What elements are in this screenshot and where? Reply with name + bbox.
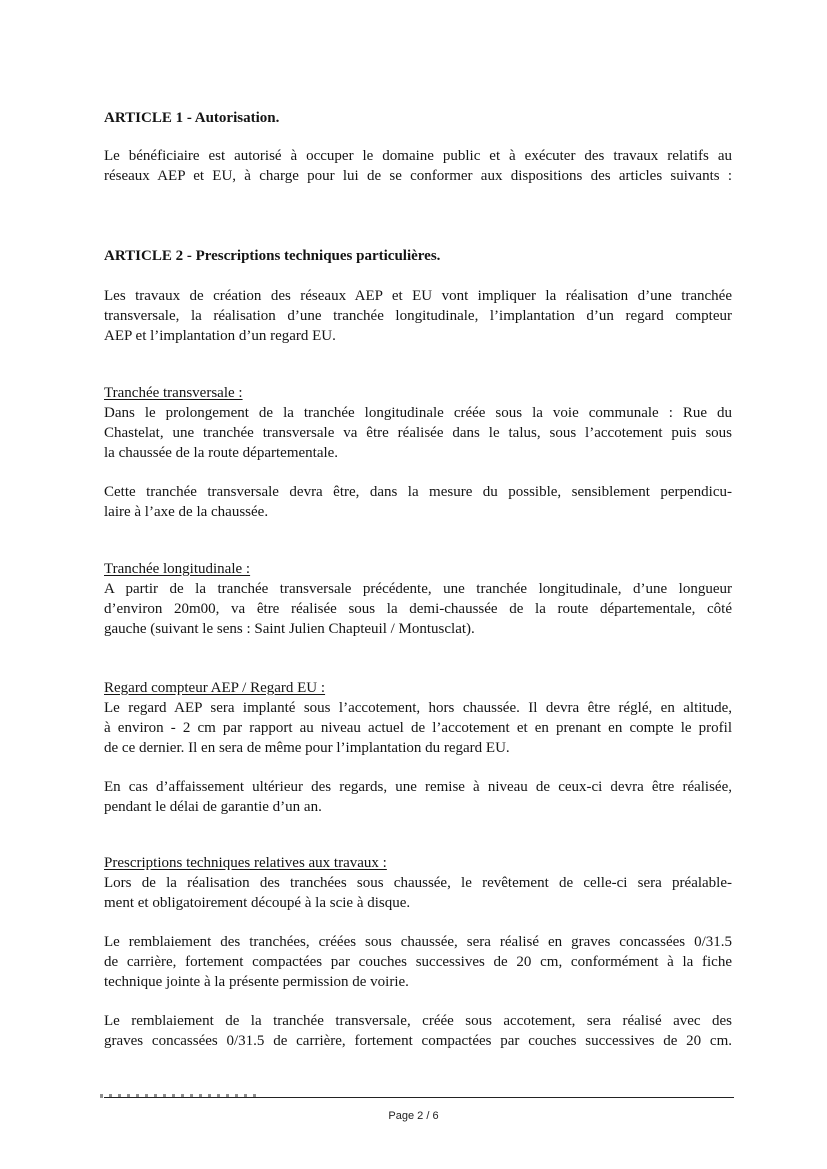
text-line: d’environ 20m00, va être réalisée sous la demi-chaussée de la route départementale, côté bbox=[104, 601, 732, 617]
text-line: Le regard AEP sera implanté sous l’accotement, hors chaussée. Il devra être réglé, en altitude, bbox=[104, 700, 732, 716]
section-title: Tranchée transversale : bbox=[104, 385, 243, 401]
text-line: réseaux AEP et EU, à charge pour lui de se conformer aux dispositions des articles suivants : bbox=[104, 168, 732, 184]
page-number: Page 2 / 6 bbox=[388, 1110, 439, 1122]
text-line: à environ - 2 cm par rapport au niveau actuel de l’accotement et en prenant en compte le profil bbox=[104, 720, 732, 736]
text-line: En cas d’affaissement ultérieur des regards, une remise à niveau de ceux-ci devra être réalisée, bbox=[104, 779, 732, 795]
text-line: la chaussée de la route départementale. bbox=[104, 445, 339, 461]
text-line: Lors de la réalisation des tranchées sous chaussée, le revêtement de celle-ci sera préalable- bbox=[104, 875, 732, 891]
prescriptions-paragraph-2 bbox=[104, 932, 732, 992]
text-line: Le remblaiement des tranchées, créées sous chaussée, sera réalisé en graves concassées 0/31.5 bbox=[104, 934, 732, 950]
section-tranchee-longitudinale bbox=[104, 559, 732, 639]
section-title: Tranchée longitudinale : bbox=[104, 561, 251, 577]
section-tranchee-transversale bbox=[104, 383, 732, 463]
transversale-paragraph-2 bbox=[104, 482, 732, 522]
text-line: gauche (suivant le sens : Saint Julien Chapteuil / Montusclat). bbox=[104, 621, 475, 637]
text-line: transversale, la réalisation d’une tranchée longitudinale, l’implantation d’un regard compteur bbox=[104, 308, 732, 324]
text-line: ment et obligatoirement découpé à la scie à disque. bbox=[104, 895, 411, 911]
text-line: de carrière, fortement compactées par couches successives de 20 cm, conformément à la fiche bbox=[104, 954, 732, 970]
text-line: Chastelat, une tranchée transversale va être réalisée dans le talus, sous l’accotement puis sous bbox=[104, 425, 732, 441]
text-line: Le remblaiement de la tranchée transversale, créée sous accotement, sera réalisé avec des bbox=[104, 1013, 732, 1029]
text-line: graves concassées 0/31.5 de carrière, fortement compactées par couches successives de 20 cm. bbox=[104, 1033, 732, 1049]
text-line: A partir de la tranchée transversale précédente, une tranchée longitudinale, d’une longueur bbox=[104, 581, 732, 597]
text-line: technique jointe à la présente permission de voirie. bbox=[104, 974, 409, 990]
text-line: laire à l’axe de la chaussée. bbox=[104, 504, 269, 520]
article-2-heading: ARTICLE 2 - Prescriptions techniques particulières. bbox=[104, 248, 441, 264]
text-line: de ce dernier. Il en sera de même pour l’implantation du regard EU. bbox=[104, 740, 510, 756]
text-line: pendant le délai de garantie d’un an. bbox=[104, 799, 322, 815]
article-2-intro bbox=[104, 286, 732, 346]
text-line: Le bénéficiaire est autorisé à occuper le domaine public et à exécuter des travaux relatifs au bbox=[104, 148, 732, 164]
article-1-text bbox=[104, 146, 732, 186]
section-title: Prescriptions techniques relatives aux travaux : bbox=[104, 855, 387, 871]
footer-rule bbox=[104, 1097, 734, 1098]
text-line: Cette tranchée transversale devra être, dans la mesure du possible, sensiblement perpendicu- bbox=[104, 484, 732, 500]
article-1-heading: ARTICLE 1 - Autorisation. bbox=[104, 110, 280, 126]
prescriptions-paragraph-3 bbox=[104, 1011, 732, 1051]
text-line: Les travaux de création des réseaux AEP et EU vont impliquer la réalisation d’une tranchée bbox=[104, 288, 732, 304]
text-line: Dans le prolongement de la tranchée longitudinale créée sous la voie communale : Rue du bbox=[104, 405, 732, 421]
regard-paragraph-2 bbox=[104, 777, 732, 817]
section-prescriptions-techniques bbox=[104, 853, 732, 913]
text-line: AEP et l’implantation d’un regard EU. bbox=[104, 328, 336, 344]
section-regard-compteur bbox=[104, 678, 732, 758]
section-title: Regard compteur AEP / Regard EU : bbox=[104, 680, 326, 696]
